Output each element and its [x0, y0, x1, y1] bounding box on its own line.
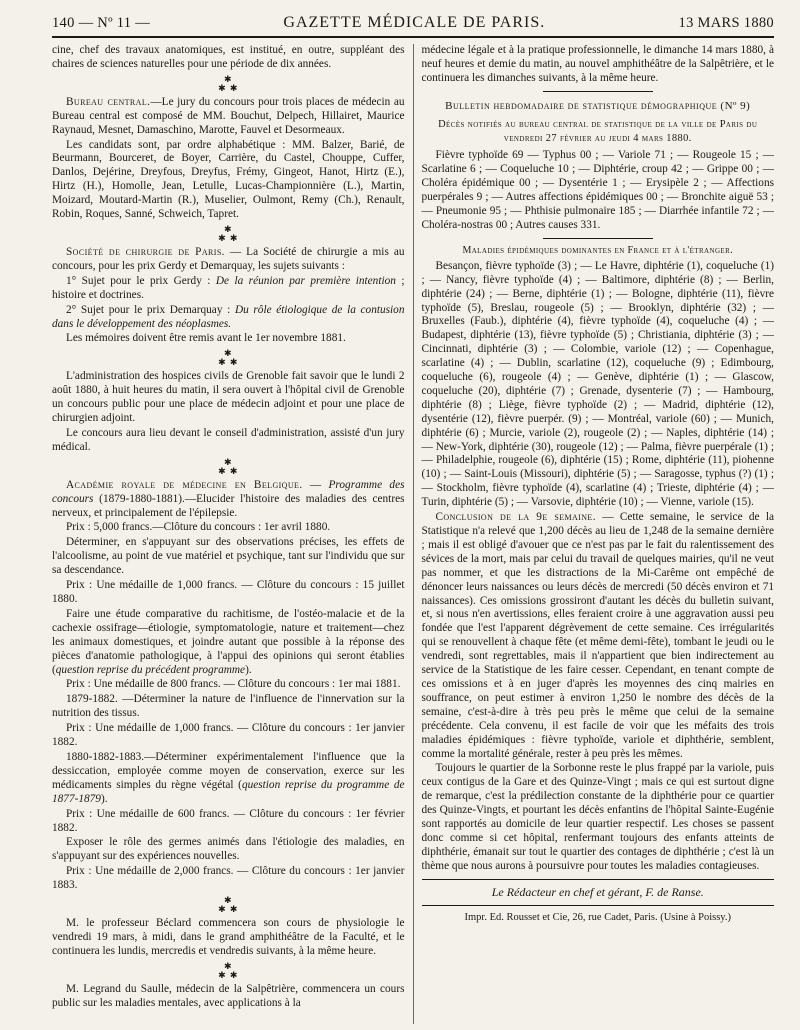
paragraph-text: — Cette semaine, le service de la Statistique n'a relevé que 1,200 décès au lieu de 1,248 de la semaine dernière ; mais il est obligé d'avouer que ce n'est pas par le fait du ralentissement des sévices de la mort, mais par celui du travail de quelques mairies, qu'il ne veut pas nommer, et que les distractions de la Mi-Carême ont empêché de dénoncer leurs naissances ou leurs décès de mercredi (50 décès environ et 71 naissances). Ces omissions grossiront d'autant les décès du bulletin suivant, et, si nous n'en avertissions, elles feraient croire à une aggravation aussi peu fondée que l'est l'apparent dégrèvement de cette semaine. Ces irrégularités qui se renouvellent à chaque fête (et même demi-fête), tombant le jeudi ou le vendredi, sont regrettables, mais il n'appartient que bien indirectement au service de la Statistique de les faire cesser. Cependant, en tenant compte de ces omissions et à en juger d'après les moyennes des cinq mairies en souffrance, on peut estimer à environ 1,250 le nombre des décès de la semaine, c'est-à-dire à très peu près le même que celui de la semaine précédente. Cela convenu, il est facile de voir que les méfaits des trois maladies épidémiques : fièvre typhoïde, variole et diphthérie, semblent, comme la mortalité générale, rester à peu près les mêmes.	[421, 511, 774, 760]
separator-stars: ✱ ✱ ✱	[218, 73, 239, 93]
paragraph: cine, chef des travaux anatomiques, est institué, en outre, suppléant des chaires de sciences naturelles pour une période de dix années.	[52, 44, 405, 70]
paragraph: Le concours aura lieu devant le conseil d'administration, assisté d'un jury médical.	[52, 426, 405, 453]
italic-text: Du rôle étiologique de la contusion dans le développement des néoplasmes.	[52, 303, 405, 330]
paragraph-text: ; histoire et doctrines.	[52, 274, 405, 301]
paragraph: Déterminer, en s'appuyant sur des observations précises, les effets de l'alcoolisme, au point de vue matériel et psychique, tant sur l'individu que sur sa descendance.	[52, 536, 405, 577]
separator-stars: ✱ ✱ ✱	[218, 456, 239, 476]
paragraph: Fièvre typhoïde 69 — Typhus 00 ; — Variole 71 ; — Rougeole 15 ; — Scarlatine 6 ; — Coqueluche 10 ; — Diphtérie, croup 42 ; — Grippe 00 ; — Choléra épidémique 00 ; — Dysentérie 1 ; — Erysipèle 2 ; — Affections puerpérales 9 ; — Autres affections épidémiques 00 ; — Bronchite aiguë 53 ; — Pneumonie 95 ; — Phthisie pulmonaire 185 ; — Diarrhée infantile 72 ; — Choléra-nostras 00 ; Autres causes 331.	[421, 149, 774, 231]
paragraph	[422, 511, 775, 761]
page-header	[52, 14, 774, 38]
page-number: 140 — Nº 11 —	[52, 15, 151, 31]
paragraph: L'administration des hospices civils de Grenoble fait savoir que le lundi 2 août 1880, à huit heures du matin, il sera ouvert à l'hôpital civil de Grenoble un concours public pour une place de médecin adjoint et pour une place de chirurgien adjoint.	[52, 370, 405, 425]
divider	[422, 905, 775, 906]
paragraph: M. le professeur Béclard commencera son cours de physiologie le vendredi 19 mars, à midi, dans le grand amphithéâtre de la Faculté, et le continuera les lundis, mercredis et vendredis suivants, à la même heure.	[52, 917, 405, 957]
separator-stars: ✱ ✱ ✱	[218, 223, 239, 243]
paragraph-text: 1880-1882-1883.—Déterminer expérimentalement l'influence que la dessiccation, employée comme moyen de conservation, exerce sur les médicaments simples du règne végétal (	[52, 750, 405, 791]
printer-imprint: Impr. Ed. Rousset et Cie, 26, rue Cadet, Paris. (Usine à Poissy.)	[464, 911, 731, 923]
paragraph	[52, 304, 405, 332]
separator-stars: ✱ ✱ ✱	[218, 895, 239, 915]
journal-title: GAZETTE MÉDICALE DE PARIS.	[283, 14, 546, 31]
epidemics-heading: Maladies épidémiques dominantes en France et à l'étranger.	[462, 244, 734, 256]
paragraph	[52, 96, 405, 138]
section-heading: Conclusion de la 9e semaine.	[435, 511, 596, 524]
italic-text: question reprise du programme de 1877-1879	[52, 778, 405, 805]
bulletin-heading: Bulletin hebdomadaire de statistique démographique (Nº 9)	[445, 99, 751, 112]
italic-text: question reprise du précédent programme	[55, 663, 246, 676]
divider	[543, 238, 653, 239]
paragraph: médecine légale et à la pratique professionnelle, le dimanche 14 mars 1880, à neuf heures et demie du matin, au nouvel amphithéâtre de la Salpêtrière, et le continuera les dimanches suivants, à la même heure.	[421, 44, 774, 84]
paragraph: Prix : Une médaille de 1,000 francs. — Clôture du concours : 15 juillet 1880.	[52, 579, 405, 605]
right-column	[414, 44, 775, 1024]
separator-stars: ✱ ✱ ✱	[218, 348, 239, 368]
italic-text: Programme des concours	[52, 478, 405, 505]
paragraph: Prix : Une médaille de 2,000 francs. — Clôture du concours : 1er janvier 1883.	[52, 865, 405, 892]
paragraph: Prix : 5,000 francs.—Clôture du concours : 1er avril 1880.	[66, 521, 331, 534]
issue-date: 13 MARS 1880	[678, 15, 774, 31]
paragraph-text: — La Société de chirurgie a mis au concours, pour les prix Gerdy et Demarquay, les sujets suivants :	[52, 245, 405, 272]
paragraph-text: —Le jury du concours pour trois places de médecin au Bureau central est composé de MM. Bouchut, Delpech, Hillairet, Maurice Raynaud, Mesnet, Damaschino, Marotte, Fauvel et Desormeaux.	[52, 95, 405, 136]
left-column	[52, 44, 414, 1024]
paragraph: Prix : Une médaille de 600 francs. — Clôture du concours : 1er février 1882.	[52, 807, 405, 834]
paragraph-text: (1879-1880-1881).—Elucider l'histoire des maladies des centres nerveux, et principalement de l'épilepsie.	[52, 492, 405, 519]
paragraph-text: 1° Sujet pour le prix Gerdy :	[66, 274, 216, 287]
paragraph: 1879-1882. —Déterminer la nature de l'influence de l'innervation sur la nutrition des tissus.	[52, 693, 405, 720]
paragraph: M. Legrand du Saulle, médecin de la Salpêtrière, commencera un cours public sur les maladies mentales, avec applications à la	[52, 982, 405, 1009]
deces-heading: Décès notifiés au bureau central de statistique de la ville de Paris du vendredi 27 février au jeudi 4 mars 1880.	[438, 118, 758, 144]
divider	[422, 879, 775, 880]
section-heading: Académie royale de médecine en Belgique.	[66, 478, 303, 491]
section-heading: Bureau central.	[66, 95, 151, 108]
paragraph-text: 2° Sujet pour le prix Demarquay :	[66, 303, 235, 316]
mortality-stats	[422, 149, 775, 232]
section-heading: Société de chirurgie de Paris.	[66, 245, 225, 258]
paragraph-text: —	[302, 478, 329, 491]
columns	[52, 44, 774, 1024]
paragraph-text: ).	[100, 792, 108, 805]
italic-text: De la réunion par première intention	[215, 274, 396, 287]
paragraph	[52, 246, 405, 274]
editor-signature: Le Rédacteur en chef et gérant, F. de Ranse.	[491, 884, 704, 899]
paragraph-text: Faire une étude comparative du rachitisme, de l'ostéo-malacie et de la cachexie ossifrage—étiologie, symptomatologie, nature et traitement—chez les animaux domestiques, et joindre autant que possible à la réponse des pièces d'anatomie pathologique, à l'appui des opinions qui seront établies (	[52, 607, 405, 676]
separator-stars: ✱ ✱ ✱	[218, 960, 239, 980]
paragraph-text: ).	[245, 663, 252, 676]
paragraph: Exposer le rôle des germes animés dans l'étiologie des maladies, en s'appuyant sur des expériences nouvelles.	[52, 836, 405, 863]
paragraph: Les mémoires doivent être remis avant le 1er novembre 1881.	[66, 332, 346, 345]
paragraph: Les candidats sont, par ordre alphabétique : MM. Balzer, Barié, de Beurmann, Bourceret, de Boyer, Carrière, du Castel, Chouppe, Cuffer, Danlos, Dejérine, Dreyfous, Dreyfus, Frémy, Gingeot, Hanot, Hirtz (E.), Hirtz (H.), Homolle, Jean, Letulle, Lucas-Championnière (L.), Martin, Moizard, Moutard-Martin (R.), Muselier, Oulmont, Remy (Ch.), Renault, Robin, Roques, Sanné, Schweich, Tapret.	[52, 138, 405, 221]
paragraph	[52, 751, 405, 807]
paragraph	[52, 275, 405, 303]
paragraph	[52, 479, 405, 521]
divider	[543, 91, 653, 92]
paragraph: Prix : Une médaille de 800 francs. — Clôture du concours : 1er mai 1881.	[66, 678, 401, 691]
paragraph	[52, 608, 405, 678]
paragraph: Toujours le quartier de la Sorbonne reste le plus frappé par la variole, puis ceux contigus de la Gare et des Quinze-Vingt ; mais ce qui est surtout digne de remarque, c'est la prédilection constante de la diphthérie pour ce quartier des Quinze-Vingts, et pourtant les décès enfantins de l'hôpital Sainte-Eugénie sont rapportés au domicile de leur quartier respectif. Les choses se passent donc comme si cet hôpital, renfermant toujours des enfants atteints de diphthérie, émanait sur tout le quartier des contages de diphthérie ; c'est là un thème que nous aurons à poursuivre pour toutes les maladies contagieuses.	[421, 762, 774, 872]
paragraph: Prix : Une médaille de 1,000 francs. — Clôture du concours : 1er janvier 1882.	[52, 722, 405, 749]
paragraph: Besançon, fièvre typhoïde (3) ; — Le Havre, diphtérie (1), coqueluche (1) ; — Nancy, fièvre typhoïde (4) ; — Baltimore, diphtérie (8) ; — Berlin, diphtérie (24) ; — Berne, diphtérie (1) ; — Bologne, diphtérie (11), fièvre typhoïde (5), Breslau, rougeole (5) ; — Brooklyn, diphtérie (32) ; — Bruxelles (Faub.), diphtérie (4), fièvre typhoïde (4), coqueluche (4) ; — Budapest, diphtérie (13), fièvre typhoïde (5) ; Christiania, diphtérie (3) ; — Cincinnati, diphtérie (3) ; — Colombie, variole (12) ; — Copenhague, scarlatine (4) ; — Dublin, scarlatine (12), coqueluche (9) ; Edimbourg, coqueluche (6), rougeole (4) ; — Genève, diphtérie (1) ; — Glascow, coqueluche (20), diphtérie (7) ; Grenade, dysenterie (7) ; — Hambourg, diphtérie (8) ; Liège, fièvre typhoïde (2) ; — Madrid, diphtérie (12), dysentérie (12), fièvre puerpér. (9) ; — Montréal, variole (60) ; — Munich, diphtérie (6) ; Murcie, variole (2), rougeole (2) ; — Naples, diphtérie (14) ; — New-York, diphtérie (30), rougeole (12) ; — Palma, fièvre puerpérale (1) ; — Philadelphie, rougeole (6), diphtérie (15) ; Rome, diphtérie (11), piohenne (10) ; — Saint-Louis (Missouri), diphtérie (5) ; — Saragosse, typhus (?) (1) ; — Stockholm, fièvre typhoïde (4), scarlatine (4) ; Trieste, diphtérie (4) ; — Turin, diphtérie (5) ; — Varsovie, diphtérie (10) ; — Vienne, variole (15).	[421, 259, 774, 509]
